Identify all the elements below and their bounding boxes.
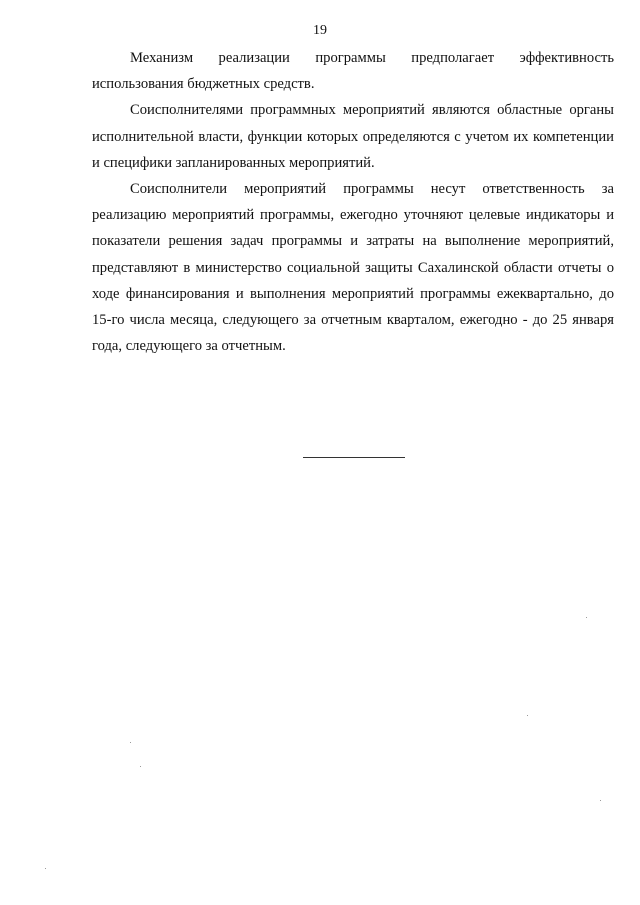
scan-speck [45,868,46,869]
document-body [92,45,614,359]
scan-speck [140,766,141,767]
scan-speck [527,715,528,716]
page-number: 19 [313,23,327,38]
scan-speck [586,617,587,618]
scan-speck [600,800,601,801]
end-separator-line [303,457,405,458]
paragraph-co-executors: Соисполнителями программных мероприятий являются областные органы исполнительной власти, функции которых определяются с учетом их компетенции и специфики запланированных мероприятий. [92,102,614,171]
paragraph-responsibility: Соисполнители мероприятий программы несут ответственность за реализацию мероприятий программы, ежегодно уточняют целевые индикаторы и показатели решения задач программы и затраты на выполнение мероприятий, представляют в министерство социальной защиты Сахалинской области отчеты о ходе финансирования и выполнения мероприятий программы ежеквартально, до 15-го числа месяца, следующего за отчетным кварталом, ежегодно - до 25 января года, следующего за отчетным. [92,181,614,355]
scan-speck [130,742,131,743]
paragraph-mechanism: Механизм реализации программы предполагает эффективность использования бюджетных средств. [92,50,614,93]
